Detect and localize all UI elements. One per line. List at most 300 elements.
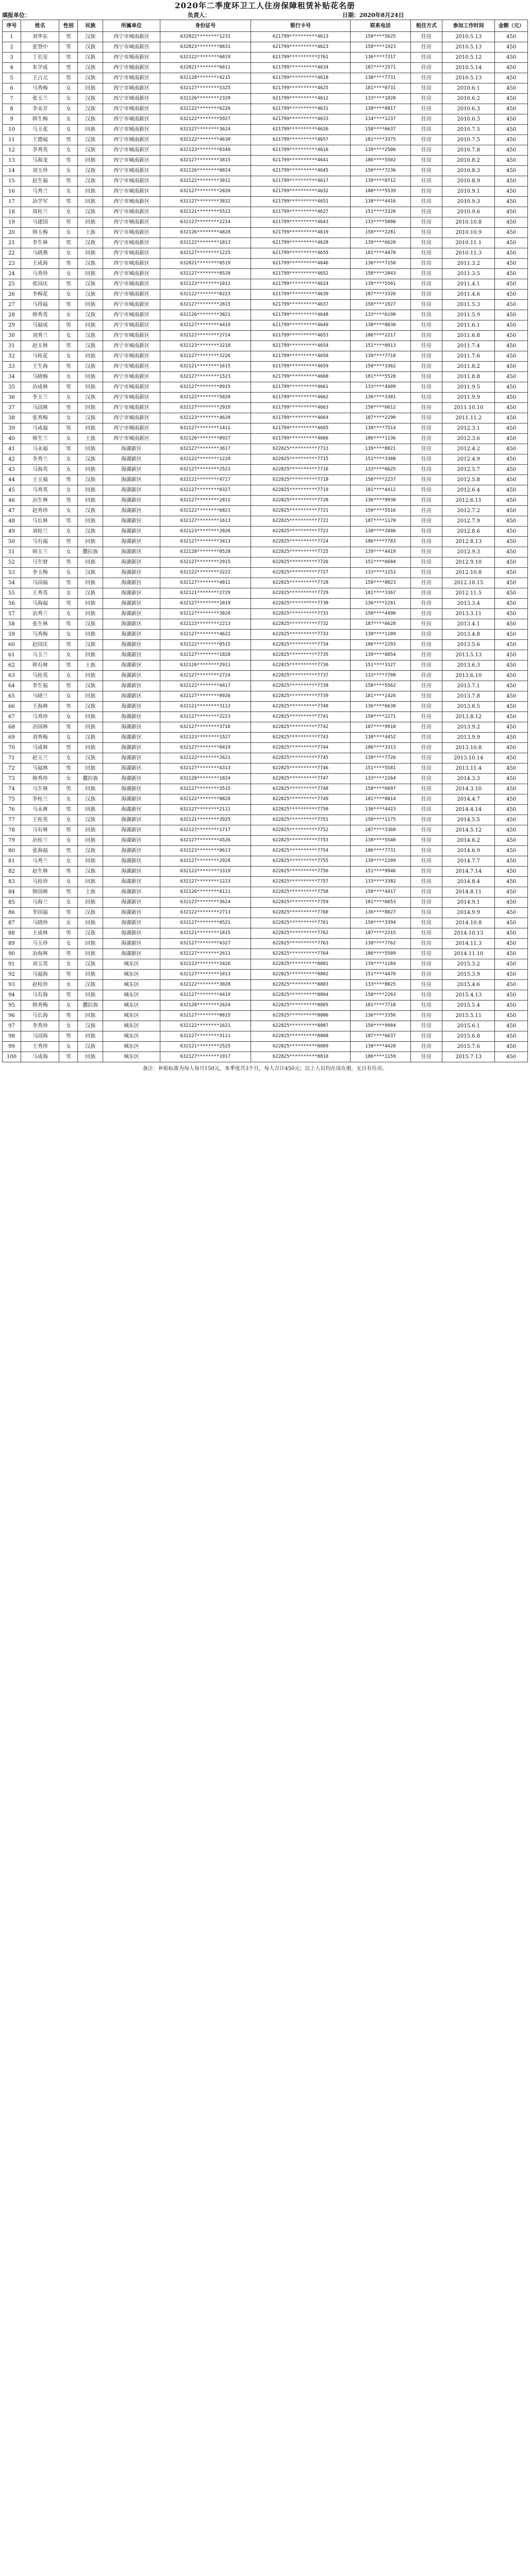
cell-start-date: 2013.6.10 <box>442 671 495 681</box>
cell-phone: 151****9946 <box>351 867 411 877</box>
cell-index: 21 <box>3 238 21 248</box>
table-row <box>3 733 528 743</box>
cell-start-date: 2010.7.8 <box>442 145 495 156</box>
cell-index: 20 <box>3 228 21 238</box>
cell-name: 王成海 <box>21 259 59 269</box>
cell-bank-card: 621799**********4628 <box>251 238 350 248</box>
cell-amount: 450 <box>495 547 528 557</box>
cell-id-number: 632127********4419 <box>160 320 251 331</box>
footer-note: 备注：补贴标准为每人每月150元，本季度共3个月，每人合计450元；以上人员均在岗在册，无自有住房。 <box>142 1066 388 1072</box>
cell-phone: 136****6630 <box>351 702 411 712</box>
cell-index: 100 <box>3 1052 21 1062</box>
cell-gender: 女 <box>59 980 78 990</box>
cell-gender: 女 <box>59 877 78 887</box>
cell-gender: 女 <box>59 691 78 702</box>
cell-rent-type: 住房 <box>410 454 442 465</box>
cell-name: 马桂英 <box>21 671 59 681</box>
cell-ethnicity: 汉族 <box>78 114 103 125</box>
cell-start-date: 2012.9.3 <box>442 547 495 557</box>
cell-start-date: 2013.5.6 <box>442 640 495 650</box>
cell-ethnicity: 回族 <box>78 496 103 506</box>
cell-unit: 西宁市城南新区 <box>103 217 160 228</box>
cell-id-number: 632127********0915 <box>160 382 251 393</box>
cell-unit: 海湖新区 <box>103 846 160 856</box>
cell-phone: 150****5516 <box>351 506 411 516</box>
cell-start-date: 2012.7.2 <box>442 506 495 516</box>
table-row <box>3 197 528 207</box>
cell-gender: 女 <box>59 351 78 362</box>
cell-gender: 女 <box>59 547 78 557</box>
cell-phone: 133****3382 <box>351 877 411 887</box>
cell-rent-type: 住房 <box>410 619 442 630</box>
cell-index: 96 <box>3 1011 21 1021</box>
cell-start-date: 2010.7.5 <box>442 135 495 145</box>
table-row <box>3 104 528 114</box>
cell-phone: 181****3367 <box>351 588 411 599</box>
column-header: 性别 <box>59 20 78 32</box>
cell-bank-card: 622825**********8810 <box>251 1052 350 1062</box>
cell-gender: 男 <box>59 660 78 671</box>
cell-rent-type: 住房 <box>410 53 442 63</box>
cell-ethnicity: 汉族 <box>78 846 103 856</box>
cell-unit: 西宁市城南新区 <box>103 125 160 135</box>
cell-gender: 男 <box>59 1052 78 1062</box>
cell-ethnicity: 回族 <box>78 970 103 980</box>
cell-start-date: 2011.7.4 <box>442 341 495 351</box>
cell-name: 张海福 <box>21 846 59 856</box>
cell-index: 93 <box>3 980 21 990</box>
cell-bank-card: 622825**********7730 <box>251 599 350 609</box>
table-row <box>3 248 528 259</box>
cell-phone: 138****8830 <box>351 320 411 331</box>
cell-name: 马永林 <box>21 805 59 815</box>
cell-id-number: 632127********0926 <box>160 691 251 702</box>
cell-gender: 男 <box>59 156 78 166</box>
cell-ethnicity: 撒拉族 <box>78 547 103 557</box>
cell-unit: 西宁市城南新区 <box>103 197 160 207</box>
table-row <box>3 568 528 578</box>
cell-index: 43 <box>3 465 21 475</box>
cell-phone: 158****1923 <box>351 42 411 53</box>
cell-rent-type: 住房 <box>410 187 442 197</box>
cell-ethnicity: 回族 <box>78 918 103 928</box>
cell-unit: 城东区 <box>103 1011 160 1021</box>
cell-amount: 450 <box>495 310 528 320</box>
table-row <box>3 444 528 454</box>
cell-index: 66 <box>3 702 21 712</box>
cell-bank-card: 622825**********8802 <box>251 970 350 980</box>
cell-ethnicity: 汉族 <box>78 588 103 599</box>
cell-amount: 450 <box>495 784 528 794</box>
cell-name: 丁长安 <box>21 53 59 63</box>
cell-gender: 女 <box>59 568 78 578</box>
cell-index: 6 <box>3 83 21 94</box>
cell-index: 70 <box>3 743 21 753</box>
cell-bank-card: 621799**********4660 <box>251 372 350 382</box>
cell-bank-card: 622825**********7720 <box>251 496 350 506</box>
cell-bank-card: 621799**********4634 <box>251 63 350 73</box>
cell-amount: 450 <box>495 248 528 259</box>
cell-name: 李国福 <box>21 908 59 918</box>
cell-unit: 海湖新区 <box>103 527 160 537</box>
cell-rent-type: 住房 <box>410 527 442 537</box>
cell-amount: 450 <box>495 63 528 73</box>
cell-index: 41 <box>3 444 21 454</box>
cell-start-date: 2014.5.12 <box>442 825 495 836</box>
cell-gender: 女 <box>59 207 78 217</box>
cell-ethnicity: 回族 <box>78 320 103 331</box>
cell-name: 马玉珍 <box>21 939 59 949</box>
cell-gender: 男 <box>59 279 78 290</box>
cell-ethnicity: 回族 <box>78 217 103 228</box>
cell-name: 马秀兰 <box>21 187 59 197</box>
cell-amount: 450 <box>495 156 528 166</box>
table-row <box>3 867 528 877</box>
cell-unit: 西宁市城南新区 <box>103 42 160 53</box>
cell-id-number: 632127********3617 <box>160 444 251 454</box>
cell-id-number: 632128********4215 <box>160 73 251 83</box>
cell-name: 张登中 <box>21 42 59 53</box>
cell-id-number: 632123********3426 <box>160 959 251 970</box>
cell-rent-type: 住房 <box>410 423 442 434</box>
cell-phone: 186****5509 <box>351 949 411 959</box>
cell-index: 63 <box>3 671 21 681</box>
cell-rent-type: 住房 <box>410 928 442 939</box>
cell-unit: 海湖新区 <box>103 485 160 496</box>
table-row <box>3 681 528 691</box>
cell-start-date: 2011.5.3 <box>442 300 495 310</box>
cell-phone: 136****9930 <box>351 496 411 506</box>
cell-rent-type: 住房 <box>410 372 442 382</box>
cell-unit: 城东区 <box>103 1001 160 1011</box>
cell-gender: 女 <box>59 228 78 238</box>
cell-start-date: 2013.4.1 <box>442 619 495 630</box>
cell-amount: 450 <box>495 166 528 176</box>
cell-gender: 男 <box>59 825 78 836</box>
table-row <box>3 187 528 197</box>
cell-index: 75 <box>3 794 21 805</box>
cell-start-date: 2015.7.13 <box>442 1052 495 1062</box>
cell-name: 马晓梅 <box>21 372 59 382</box>
cell-gender: 男 <box>59 990 78 1001</box>
cell-start-date: 2013.10.14 <box>442 753 495 764</box>
cell-gender: 男 <box>59 475 78 485</box>
cell-unit: 西宁市城南新区 <box>103 73 160 83</box>
cell-bank-card: 622825**********7747 <box>251 774 350 784</box>
cell-name: 李生福 <box>21 681 59 691</box>
cell-gender: 女 <box>59 939 78 949</box>
cell-start-date: 2014.3.3 <box>442 774 495 784</box>
cell-id-number: 632127********2020 <box>160 187 251 197</box>
cell-phone: 150****1175 <box>351 815 411 825</box>
cell-index: 3 <box>3 53 21 63</box>
cell-gender: 男 <box>59 722 78 733</box>
table-header-row <box>3 20 528 32</box>
cell-name: 马秀英 <box>21 485 59 496</box>
cell-ethnicity: 回族 <box>78 382 103 393</box>
cell-index: 61 <box>3 650 21 660</box>
cell-gender: 男 <box>59 764 78 774</box>
cell-name: 刘华东 <box>21 32 59 42</box>
cell-start-date: 2013.9.2 <box>442 722 495 733</box>
cell-bank-card: 622825**********8801 <box>251 959 350 970</box>
cell-id-number: 632127********3820 <box>160 609 251 619</box>
cell-amount: 450 <box>495 825 528 836</box>
cell-rent-type: 住房 <box>410 496 442 506</box>
cell-name: 张国庆 <box>21 279 59 290</box>
cell-start-date: 2010.8.3 <box>442 166 495 176</box>
cell-index: 57 <box>3 609 21 619</box>
person-label: 负责人： <box>188 12 210 19</box>
cell-gender: 女 <box>59 413 78 423</box>
cell-start-date: 2015.5.11 <box>442 1011 495 1021</box>
cell-bank-card: 622825**********8805 <box>251 1001 350 1011</box>
cell-bank-card: 622825**********7742 <box>251 722 350 733</box>
cell-start-date: 2011.10.10 <box>442 403 495 413</box>
cell-index: 59 <box>3 630 21 640</box>
cell-name: 马永福 <box>21 444 59 454</box>
table-row <box>3 897 528 908</box>
table-row <box>3 465 528 475</box>
cell-bank-card: 621799**********4617 <box>251 176 350 187</box>
column-header: 所属单位 <box>103 20 160 32</box>
cell-unit: 海湖新区 <box>103 465 160 475</box>
cell-bank-card: 622825**********7761 <box>251 918 350 928</box>
cell-unit: 西宁市城南新区 <box>103 351 160 362</box>
cell-start-date: 2013.10.8 <box>442 743 495 753</box>
cell-unit: 海湖新区 <box>103 877 160 887</box>
cell-ethnicity: 汉族 <box>78 980 103 990</box>
cell-bank-card: 621799**********4643 <box>251 217 350 228</box>
cell-amount: 450 <box>495 42 528 53</box>
cell-rent-type: 住房 <box>410 506 442 516</box>
cell-amount: 450 <box>495 908 528 918</box>
cell-bank-card: 621799**********4653 <box>251 331 350 341</box>
cell-bank-card: 622825**********7721 <box>251 506 350 516</box>
cell-gender: 男 <box>59 681 78 691</box>
cell-start-date: 2011.8.8 <box>442 372 495 382</box>
cell-start-date: 2012.3.1 <box>442 423 495 434</box>
cell-ethnicity: 回族 <box>78 990 103 1001</box>
cell-unit: 西宁市城南新区 <box>103 310 160 320</box>
table-row <box>3 207 528 217</box>
cell-id-number: 632127********1223 <box>160 877 251 887</box>
cell-index: 88 <box>3 928 21 939</box>
cell-ethnicity: 回族 <box>78 537 103 547</box>
cell-id-number: 632127********0419 <box>160 743 251 753</box>
cell-ethnicity: 回族 <box>78 578 103 588</box>
cell-id-number: 632127********3413 <box>160 537 251 547</box>
cell-gender: 女 <box>59 310 78 320</box>
cell-unit: 西宁市城南新区 <box>103 382 160 393</box>
cell-gender: 男 <box>59 1011 78 1021</box>
cell-rent-type: 住房 <box>410 465 442 475</box>
cell-phone: 150****2271 <box>351 712 411 722</box>
table-row <box>3 135 528 145</box>
cell-unit: 城东区 <box>103 1021 160 1031</box>
cell-unit: 海湖新区 <box>103 547 160 557</box>
cell-amount: 450 <box>495 990 528 1001</box>
cell-amount: 450 <box>495 836 528 846</box>
cell-amount: 450 <box>495 207 528 217</box>
cell-unit: 海湖新区 <box>103 660 160 671</box>
cell-unit: 海湖新区 <box>103 712 160 722</box>
cell-bank-card: 621799**********4662 <box>251 393 350 403</box>
cell-id-number: 632126********0927 <box>160 434 251 444</box>
cell-ethnicity: 汉族 <box>78 290 103 300</box>
cell-start-date: 2011.3.2 <box>442 259 495 269</box>
cell-index: 81 <box>3 856 21 867</box>
cell-bank-card: 621799**********4654 <box>251 341 350 351</box>
cell-id-number: 632122********5927 <box>160 114 251 125</box>
cell-amount: 450 <box>495 516 528 527</box>
cell-gender: 男 <box>59 197 78 207</box>
cell-rent-type: 住房 <box>410 671 442 681</box>
cell-ethnicity: 汉族 <box>78 259 103 269</box>
cell-unit: 海湖新区 <box>103 599 160 609</box>
cell-rent-type: 住房 <box>410 959 442 970</box>
cell-index: 55 <box>3 588 21 599</box>
cell-unit: 海湖新区 <box>103 496 160 506</box>
cell-index: 47 <box>3 506 21 516</box>
cell-start-date: 2013.3.11 <box>442 609 495 619</box>
cell-name: 马得福 <box>21 300 59 310</box>
cell-rent-type: 住房 <box>410 630 442 640</box>
cell-rent-type: 住房 <box>410 1031 442 1042</box>
cell-phone: 151****0913 <box>351 341 411 351</box>
cell-amount: 450 <box>495 73 528 83</box>
cell-rent-type: 住房 <box>410 743 442 753</box>
cell-bank-card: 622825**********7713 <box>251 444 350 454</box>
document-title: 2020年二季度环卫工人住房保障租赁补贴花名册 <box>175 1 355 10</box>
cell-name: 李玉兰 <box>21 393 59 403</box>
cell-bank-card: 622825**********7715 <box>251 454 350 465</box>
cell-unit: 海湖新区 <box>103 722 160 733</box>
cell-rent-type: 住房 <box>410 609 442 619</box>
cell-rent-type: 住房 <box>410 846 442 856</box>
cell-amount: 450 <box>495 609 528 619</box>
cell-unit: 海湖新区 <box>103 836 160 846</box>
cell-name: 王成林 <box>21 928 59 939</box>
cell-bank-card: 622825**********7732 <box>251 619 350 630</box>
cell-bank-card: 622825**********7762 <box>251 928 350 939</box>
cell-ethnicity: 汉族 <box>78 94 103 104</box>
cell-rent-type: 住房 <box>410 1052 442 1062</box>
column-header: 租住方式 <box>410 20 442 32</box>
cell-rent-type: 住房 <box>410 764 442 774</box>
cell-amount: 450 <box>495 557 528 568</box>
table-row <box>3 856 528 867</box>
cell-phone: 139****2209 <box>351 856 411 867</box>
cell-gender: 女 <box>59 733 78 743</box>
cell-rent-type: 住房 <box>410 702 442 712</box>
cell-rent-type: 住房 <box>410 207 442 217</box>
cell-amount: 450 <box>495 444 528 454</box>
cell-phone: 150****7236 <box>351 166 411 176</box>
table-row <box>3 970 528 980</box>
cell-phone: 181****1426 <box>351 691 411 702</box>
cell-amount: 450 <box>495 197 528 207</box>
cell-gender: 女 <box>59 269 78 279</box>
cell-amount: 450 <box>495 94 528 104</box>
cell-index: 19 <box>3 217 21 228</box>
cell-name: 韩国林 <box>21 887 59 897</box>
cell-unit: 城东区 <box>103 959 160 970</box>
cell-index: 77 <box>3 815 21 825</box>
cell-id-number: 632123********1011 <box>160 279 251 290</box>
cell-ethnicity: 回族 <box>78 248 103 259</box>
cell-unit: 海湖新区 <box>103 908 160 918</box>
cell-rent-type: 住房 <box>410 114 442 125</box>
cell-rent-type: 住房 <box>410 794 442 805</box>
cell-rent-type: 住房 <box>410 403 442 413</box>
cell-unit: 海湖新区 <box>103 537 160 547</box>
cell-gender: 女 <box>59 815 78 825</box>
cell-id-number: 632122********0515 <box>160 640 251 650</box>
cell-name: 韩秀珍 <box>21 774 59 784</box>
cell-amount: 450 <box>495 1021 528 1031</box>
cell-unit: 海湖新区 <box>103 949 160 959</box>
cell-rent-type: 住房 <box>410 248 442 259</box>
cell-bank-card: 622825**********7749 <box>251 794 350 805</box>
cell-bank-card: 622825**********7740 <box>251 702 350 712</box>
cell-unit: 海湖新区 <box>103 928 160 939</box>
cell-gender: 男 <box>59 537 78 547</box>
cell-phone: 186****7731 <box>351 846 411 856</box>
cell-unit: 海湖新区 <box>103 918 160 928</box>
cell-ethnicity: 回族 <box>78 650 103 660</box>
cell-start-date: 2013.5.13 <box>442 650 495 660</box>
cell-unit: 海湖新区 <box>103 516 160 527</box>
cell-rent-type: 住房 <box>410 382 442 393</box>
cell-rent-type: 住房 <box>410 485 442 496</box>
cell-start-date: 2010.6.3 <box>442 114 495 125</box>
cell-id-number: 632121********3113 <box>160 702 251 712</box>
cell-id-number: 632821********6011 <box>160 63 251 73</box>
cell-name: 冶学军 <box>21 197 59 207</box>
cell-amount: 450 <box>495 877 528 887</box>
table-row <box>3 743 528 753</box>
cell-unit: 西宁市城南新区 <box>103 53 160 63</box>
cell-id-number: 632121********4717 <box>160 475 251 485</box>
table-row <box>3 722 528 733</box>
cell-unit: 海湖新区 <box>103 825 160 836</box>
cell-unit: 西宁市城南新区 <box>103 372 160 382</box>
cell-phone: 187****6637 <box>351 1031 411 1042</box>
cell-name: 马秀梅 <box>21 630 59 640</box>
cell-index: 98 <box>3 1031 21 1042</box>
cell-id-number: 632127********1523 <box>160 372 251 382</box>
cell-name: 韩秀梅 <box>21 1001 59 1011</box>
cell-rent-type: 住房 <box>410 300 442 310</box>
cell-id-number: 632122********5020 <box>160 393 251 403</box>
cell-gender: 女 <box>59 671 78 681</box>
cell-bank-card: 621799**********4641 <box>251 156 350 166</box>
cell-phone: 158****8823 <box>351 578 411 588</box>
cell-start-date: 2014.9.9 <box>442 908 495 918</box>
cell-amount: 450 <box>495 1052 528 1062</box>
cell-phone: 181****3375 <box>351 135 411 145</box>
cell-amount: 450 <box>495 362 528 372</box>
cell-unit: 西宁市城南新区 <box>103 434 160 444</box>
cell-start-date: 2012.5.7 <box>442 465 495 475</box>
cell-ethnicity: 汉族 <box>78 568 103 578</box>
cell-rent-type: 住房 <box>410 897 442 908</box>
cell-index: 54 <box>3 578 21 588</box>
cell-id-number: 632122********3011 <box>160 176 251 187</box>
cell-bank-card: 622825**********8804 <box>251 990 350 1001</box>
cell-phone: 158****6697 <box>351 784 411 794</box>
